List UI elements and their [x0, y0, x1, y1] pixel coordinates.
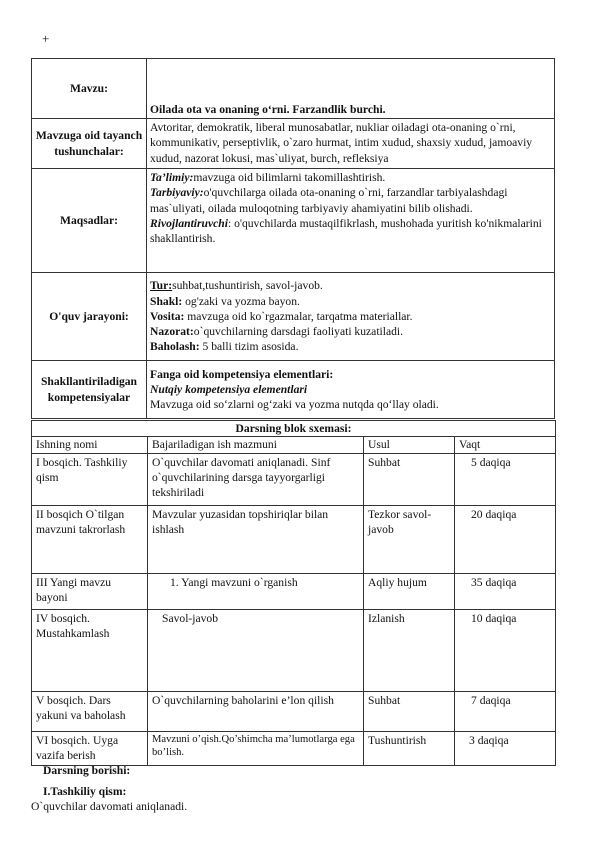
mavzu-value: Oilada ota va onaning o‘rni. Farzandlik burchi. [147, 59, 555, 119]
row-vaqt: 35 daqiqa [455, 573, 556, 609]
vosita-key: Vosita: [150, 309, 185, 323]
vosita-value: mavzuga oid ko`rgazmalar, tarqatma materiallar. [184, 309, 413, 323]
table-row [32, 573, 556, 609]
lesson-info-table [31, 58, 555, 419]
organizational-part-heading: I.Tashkiliy qism: [43, 785, 127, 798]
tarbiyaviy-key: Tarbiyaviy: [150, 186, 204, 200]
top-mark: + [42, 31, 50, 46]
kompetensiya-label: Shakllantiriladigan kompetensiyalar [32, 361, 147, 419]
komp-line3: Mavzuga oid so‘zlarni og‘zaki va yozma nutqda qo‘llay oladi. [150, 398, 439, 412]
tur-value: suhbat,tushuntirish, savol-javob. [172, 279, 323, 293]
rivojlan-key: Rivojlantiruvchi [150, 216, 228, 230]
komp-line2: Nutqiy kompetensiya elementlari [150, 382, 308, 396]
row-content: Mavzuni o’qish.Qo’shimcha ma’lumotlarga ega bo’lish. [148, 731, 364, 765]
jarayon-value [147, 273, 555, 361]
row-usul: Suhbat [364, 453, 455, 505]
row-vaqt: 10 daqiqa [455, 609, 556, 691]
table-row [32, 453, 556, 505]
tayanch-label: Mavzuga oid tayanch tushunchalar: [32, 119, 147, 169]
baholash-key: Baholash: [150, 340, 200, 354]
maqsad-label: Maqsadlar: [32, 169, 147, 273]
nazorat-key: Nazorat: [150, 325, 194, 339]
col-header-usul: Usul [364, 437, 455, 453]
row-content: Mavzular yuzasidan topshiriqlar bilan ishlash [148, 505, 364, 573]
row-name: I bosqich. Tashkiliy qism [32, 453, 148, 505]
row-content: Savol-javob [148, 609, 364, 691]
tur-key: Tur: [150, 279, 173, 293]
komp-line1: Fanga oid kompetensiya elementlari: [150, 367, 334, 381]
shakl-value: og'zaki va yozma bayon. [182, 294, 300, 308]
nazorat-value: o`quvchilarning darsdagi faoliyati kuzatiladi. [193, 325, 404, 339]
row-vaqt: 5 daqiqa [455, 453, 556, 505]
table-row [32, 691, 556, 731]
tarbiyaviy-value: o'quvchilarga oilada ota-onaning o`rni, farzandlar tarbiyalashdagi mas`uliyati, oilada muloqotning tarbiyaviy ahamiyatini bilib olishadi. [150, 186, 508, 215]
col-header-vaqt: Vaqt [455, 437, 556, 453]
row-content: O`quvchilarning baholarini e’lon qilish [148, 691, 364, 731]
row-vaqt: 7 daqiqa [455, 691, 556, 731]
table-row [32, 731, 556, 765]
kompetensiya-value [147, 361, 555, 419]
row-usul: Tezkor savol-javob [364, 505, 455, 573]
jarayon-label: O'quv jarayoni: [32, 273, 147, 361]
baholash-value: 5 balli tizim asosida. [199, 340, 299, 354]
row-vaqt: 3 daqiqa [455, 731, 556, 765]
col-header-content: Bajariladigan ish mazmuni [148, 437, 364, 453]
row-usul: Aqliy hujum [364, 573, 455, 609]
table-row [32, 505, 556, 573]
rivojlan-value: : o'quvchilarda mustaqilfikrlash, mushohada yuritish ko'nikmalarini shakllantirish. [150, 216, 542, 246]
row-name: VI bosqich. Uyga vazifa berish [32, 731, 148, 765]
row-name: V bosqich. Dars yakuni va baholash [32, 691, 148, 731]
attendance-text: O`quvchilar davomati aniqlanadi. [31, 800, 188, 813]
talimiy-key: Ta’limiy: [150, 171, 194, 184]
block-title: Darsning blok sxemasi: [32, 421, 556, 437]
row-usul: Tushuntirish [364, 731, 455, 765]
lesson-process-heading: Darsning borishi: [43, 764, 131, 777]
row-usul: Suhbat [364, 691, 455, 731]
col-header-name: Ishning nomi [32, 437, 148, 453]
maqsad-value [147, 169, 555, 273]
row-content: 1. Yangi mavzuni o`rganish [148, 573, 364, 609]
row-vaqt: 20 daqiqa [455, 505, 556, 573]
row-usul: Izlanish [364, 609, 455, 691]
row-name: II bosqich O`tilgan mavzuni takrorlash [32, 505, 148, 573]
shakl-key: Shakl: [150, 294, 183, 308]
table-row [32, 609, 556, 691]
row-name: IV bosqich. Mustahkamlash [32, 609, 148, 691]
row-name: III Yangi mavzu bayoni [32, 573, 148, 609]
talimiy-value: mavzuga oid bilimlarni takomillashtirish. [193, 171, 386, 184]
block-scheme-table [31, 420, 556, 766]
mavzu-label: Mavzu: [32, 59, 147, 119]
tayanch-value: Avtoritar, demokratik, liberal munosabatlar, nukliar oiladagi ota-onaning o`rni, kommunikativ, perseptivlik, o`zaro hurmat, intim xudud, shaxsiy xudud, jamoaviy xudud, nazorat lokusi, mas`uliyat, burch, refleksiya [147, 119, 555, 169]
row-content: O`quvchilar davomati aniqlanadi. Sinf o`quvchilarining darsga tayyorgarligi tekshiriladi [148, 453, 364, 505]
